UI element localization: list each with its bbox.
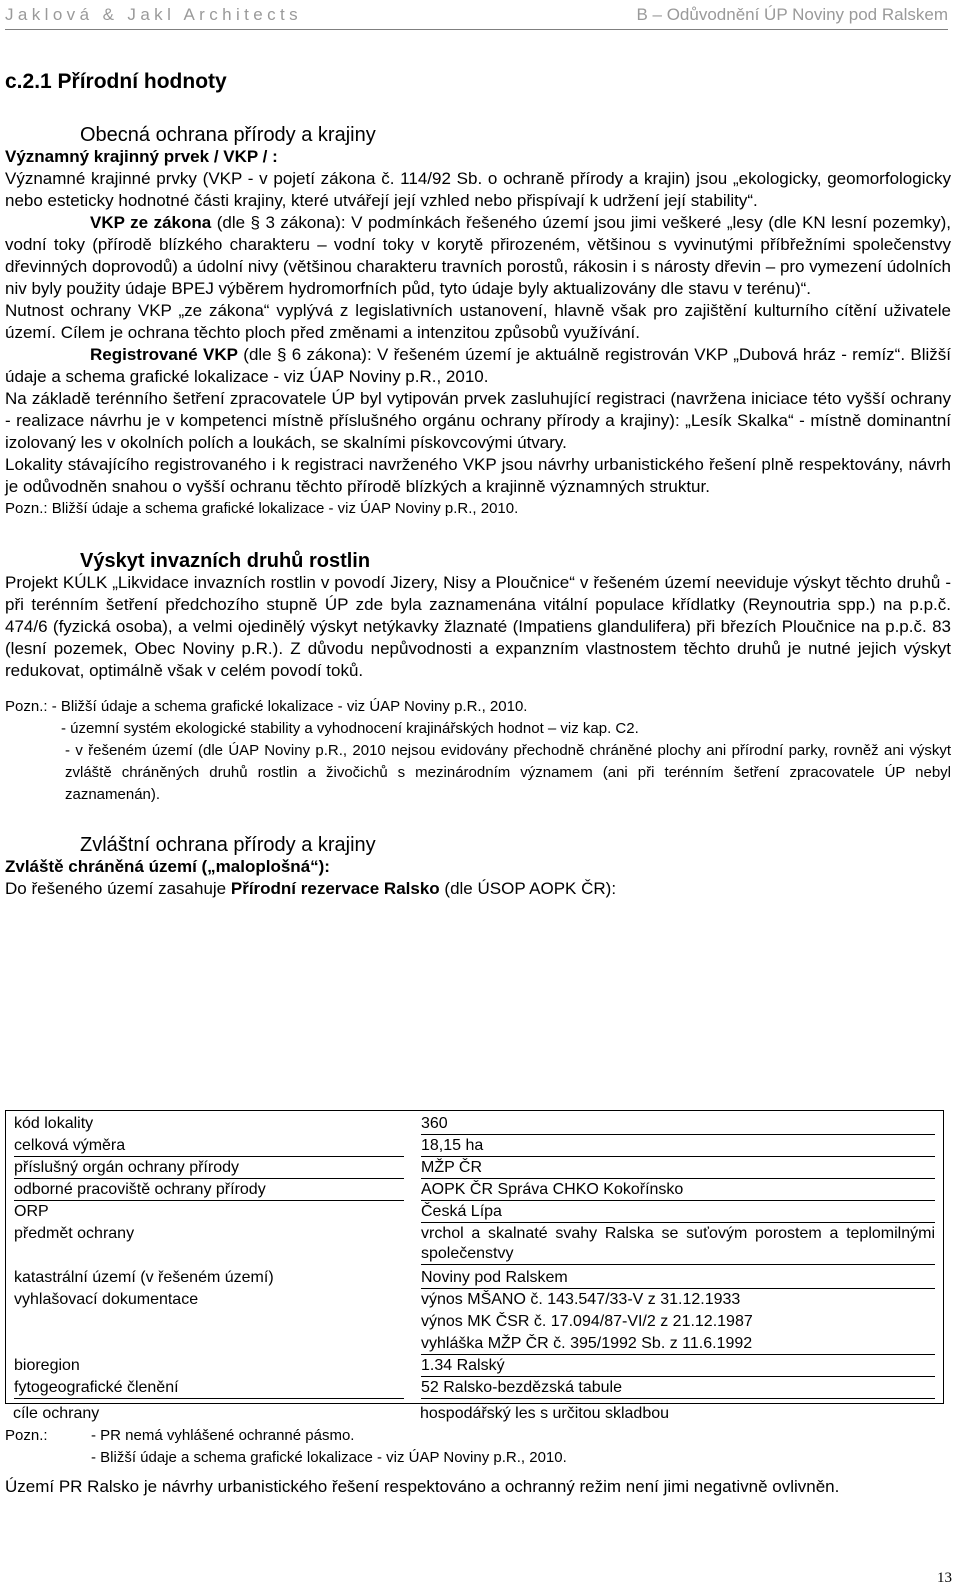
s2-note1: Pozn.: - Bližší údaje a schema grafické lokalizace - viz ÚAP Noviny p.R., 2010. [5, 698, 528, 715]
reserve-table: kód lokality 360 celková výměra 18,15 ha příslušný orgán ochrany přírody MŽP ČR odborné pracoviště ochrany přírody AOPK ČR Správa CHKO Kokořínsko ORP Česká Lípa předmět ochrany vrchol a skalnaté svahy Ralska se suťovým porostem a teplomilnými společenstvy katastrální území (v řešeném území) Noviny pod Ralskem vyhlašovací dokumentace výnos MŠANO č. 143.547/33-V z 31.12.1933 výnos MK ČSR č. 17.094/87-VI/2 z 21.12.1987 vyhláška MŽP ČR č. 395/1992 Sb. z 11.6.1992 bioregion 1.34 Ralský fytogeografické členění 52 Ralsko-bezdězská tabule [5, 1110, 944, 1404]
table-note: Pozn.: - PR nemá vyhlášené ochranné pásmo. [5, 1427, 355, 1444]
s1-p2-bold: VKP ze zákona [90, 213, 212, 232]
s2-heading: Výskyt invazních druhů rostlin [80, 550, 371, 572]
s2-p1: Projekt KÚLK „Likvidace invazních rostlin v povodí Jizery, Nisy a Ploučnice“ v řešeném území neeviduje výskyt těchto druhů - při terénním šetření předchozího stupně ÚP zde byla zaznamenána vitální populace křídlatky (Reynoutria spp.) na p.p.č. 474/6 (fyzická osoba), a velmi ojedinělý výskyt netýkavky žlaznaté (Impatiens glandulifera) při březích Ploučnice na p.p.č. 83 (lesní pozemek, Obec Noviny p.R.). Z důvodu nepůvodnosti a expanzním vlastnostem těchto druhů je nutné jejich výskyt redukovat, optimálně však v celém povodí toků. [5, 573, 951, 680]
page-number: 13 [937, 1570, 952, 1586]
s1-p6: Lokality stávajícího registrovaného i k registraci navrženého VKP jsou návrhy urbanistického řešení plně respektovány, návrh je odůvodněn snahou o vyšší ochranu těchto přírodě blízkých a krajinně významných struktur. [5, 455, 951, 496]
s2-note2: - územní systém ekologické stability a vyhodnocení krajinářských hodnot – viz kap. C2. [61, 720, 639, 737]
page-header [5, 5, 948, 30]
closing-paragraph: Území PR Ralsko je návrhy urbanistického řešení respektováno a ochranný režim není jimi negativně ovlivněn. [5, 1477, 840, 1496]
section-title: c.2.1 Přírodní hodnoty [5, 70, 227, 93]
table-tail [5, 1404, 951, 1470]
s1-subheading: Významný krajinný prvek / VKP / : [5, 147, 278, 166]
header-left: Jaklová & Jakl Architects [5, 5, 303, 24]
s3-intro-pre: Do řešeného území zasahuje [5, 879, 231, 898]
s1-p4-bold: Registrované VKP [90, 345, 238, 364]
s1-p4: (dle § 6 zákona): V řešeném území je aktuálně registrován VKP „Dubová hráz - remíz“. Bližší údaje a schema grafické lokalizace - viz ÚAP Noviny p.R., 2010. [5, 345, 951, 386]
main-content [5, 70, 951, 900]
s3-intro-bold: Přírodní rezervace Ralsko [230, 879, 440, 898]
header-right: B – Odůvodnění ÚP Noviny pod Ralskem [636, 5, 948, 24]
s1-p1: Významné krajinné prvky (VKP - v pojetí zákona č. 114/92 Sb. o ochraně přírody a krajin) jsou „ekologicky, geomorfologicky nebo esteticky hodnotné části krajiny, které utvářejí její vzhled nebo přispívají k udržení její stability“. [5, 169, 951, 210]
table-row: cíle ochrany hospodářský les s určitou skladbou [13, 1405, 670, 1422]
s1-p5: Na základě terénního šetření zpracovatele ÚP byl vytipován prvek zasluhující registraci (navržena iniciace této vyšší ochrany - realizace návrhu je v kompetenci místně příslušného orgánu ochrany přírody a krajiny): „Lesík Skalka“ - místně dominantní izolovaný les v okolních polích a loukách, se skalními pískovcovými útvary. [5, 389, 951, 452]
s1-p7: Pozn.: Bližší údaje a schema grafické lokalizace - viz ÚAP Noviny p.R., 2010. [5, 500, 519, 517]
table-note: - Bližší údaje a schema grafické lokalizace - viz ÚAP Noviny p.R., 2010. [91, 1449, 567, 1466]
s1-p2: (dle § 3 zákona): V podmínkách řešeného území jsou jimi veškeré „lesy (dle KN lesní pozemky), vodní toky (přírodě blízkého charakteru – vodní toky v korytě přirozeném, většinou s vyvinutými příbřežními společenstvy dřevinných doprovodů) a údolní nivy (většinou charakteru travních porostů, rákosin i s nárosty dřevin – pro vymezení údolních niv byly použity údaje BPEJ výběrem hydromorfních půd, tyto údaje byly aktualizovány dle stavu v terénu)“. [5, 213, 951, 298]
s3-intro-post: (dle ÚSOP AOPK ČR): [439, 879, 617, 898]
s3-heading: Zvláštní ochrana přírody a krajiny [80, 834, 376, 856]
s1-heading: Obecná ochrana přírody a krajiny [80, 124, 376, 146]
s3-subheading: Zvláště chráněná území („maloplošná“): [5, 857, 330, 876]
s2-note3: - v řešeném území (dle ÚAP Noviny p.R., 2010 nejsou evidovány přechodně chráněné plochy ani přírodní parky, rovněž ani výskyt zvláště chráněných druhů rostlin a živočichů s mezinárodním významem (ani při terénním šetření zpracovatele ÚP nebyl zaznamenán). [65, 742, 951, 803]
s1-p3: Nutnost ochrany VKP „ze zákona“ vyplývá z legislativních ustanovení, hlavně však pro zajištění kulturního cítění uživatele území. Cílem je ochrana těchto ploch před změnami a intenzitou způsobů využívání. [5, 301, 951, 342]
